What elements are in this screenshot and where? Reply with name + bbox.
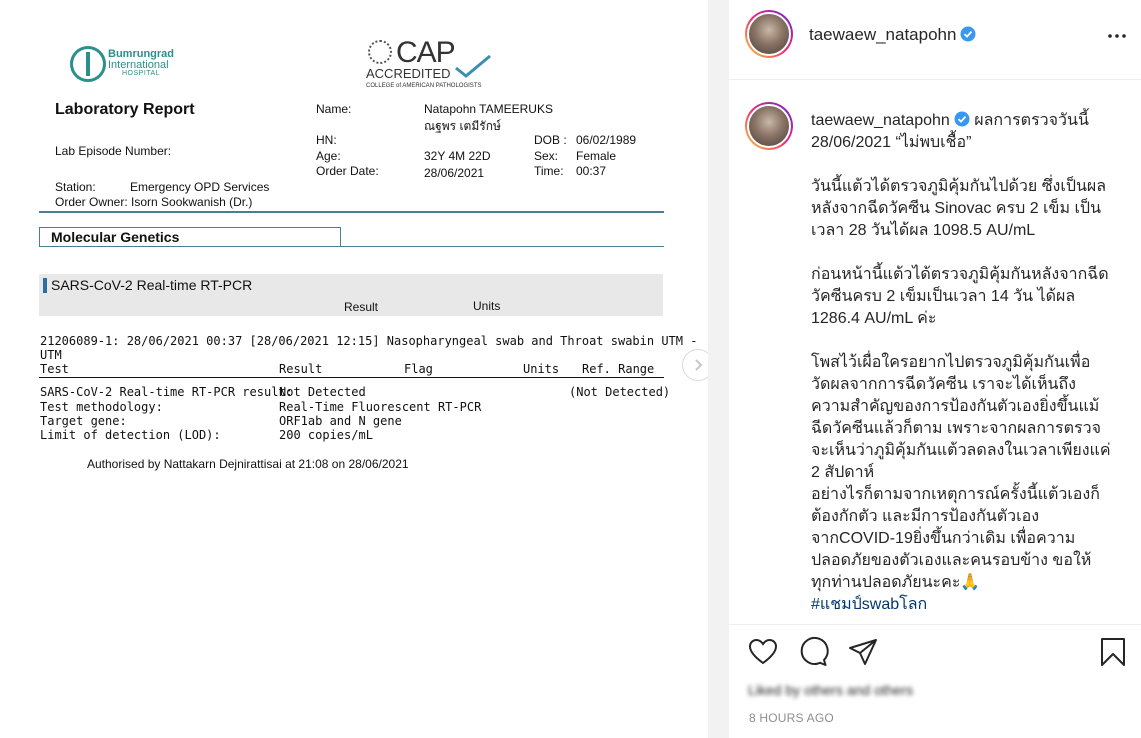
caption-username-row <box>811 112 970 129</box>
avatar-photo <box>747 12 791 56</box>
row-ref-range: (Not Detected) <box>569 385 671 399</box>
sex-label: Sex: <box>534 149 559 163</box>
col-ref-range: Ref. Range <box>582 362 655 376</box>
col-units: Units <box>523 362 560 376</box>
comment-icon[interactable] <box>797 636 829 668</box>
caption-paragraph-2: ก่อนหน้านี้แต้วได้ตรวจภูมิคุ้มกันหลังจากฉีดวัคซีนครบ 2 เข็มเป็นเวลา 14 วัน ได้ผล 1286.4 AU/mL ค่ะ <box>811 266 1109 327</box>
sex-value: Female <box>576 149 617 163</box>
post-panel <box>729 0 1141 738</box>
bookmark-icon[interactable] <box>1097 636 1129 668</box>
station-label: Station: <box>55 180 96 194</box>
name-thai-value: ณฐพร เตมีรักษ์ <box>424 119 501 133</box>
cap-logo-text: CAP <box>396 36 455 69</box>
section-rule <box>341 246 664 247</box>
specimen-line-1: 21206089-1: 28/06/2021 00:37 [28/06/2021 12:15] Nasopharyngeal swab and Throat swabin UTM - <box>40 334 698 348</box>
band-result-label: Result <box>344 300 379 314</box>
hospital-emblem-icon <box>70 46 106 82</box>
hospital-logo-line3: HOSPITAL <box>122 70 161 77</box>
caption-intro: ผลการตรวจวันนี้ 28/06/2021 “ไม่พบเชื้อ” <box>811 112 1094 151</box>
test-band-marker <box>43 278 47 293</box>
caption-paragraph-3: โพสไว้เผื่อใครอยากไปตรวจภูมิคุ้มกันเพื่อวัดผลจากการฉีดวัคซีน เราจะได้เห็นถึงความสำคัญของการป้องกันตัวเองยิ่งขึ้นแม้ฉีดวัคซีนแล้วก็ตาม เพราะจากผลการตรวจจะเห็นว่าภูมิคุ้มกันแต้วลดลงในเวลาเพียงแค่ 2 สัปดาห์ อย่างไรก็ตามจากเหตุการณ์ครั้งนี้แต้วเองก็ต้องกักตัว และมีการป้องกันตัวเองจากCOVID-19ยิ่งขึ้นกว่าเดิม เพื่อความปลอดภัยของตัวเองและคนรอบข้าง ขอให้ทุกท่านปลอดภัยนะคะ🙏 <box>811 354 1111 591</box>
row-result: Real-Time Fluorescent RT-PCR <box>279 400 482 414</box>
actions-divider <box>729 624 1141 625</box>
row-result: ORF1ab and N gene <box>279 414 402 428</box>
header-username-row <box>809 25 976 45</box>
col-test: Test <box>40 362 69 376</box>
verified-icon <box>954 111 970 127</box>
order-date-value: 28/06/2021 <box>424 166 485 180</box>
next-image-button[interactable] <box>682 349 708 381</box>
more-icon[interactable] <box>1105 24 1129 48</box>
caption <box>811 110 1111 616</box>
caption-paragraph-1: วันนี้แต้วได้ตรวจภูมิคุ้มกันไปด้วย ซึ่งเป็นผลหลังจากฉีดวัคซีน Sinovac ครบ 2 เข็ม เป็นเวลา 28 วันได้ผล 1098.5 AU/mL <box>811 178 1107 239</box>
row-test: Test methodology: <box>40 400 163 414</box>
section-title: Molecular Genetics <box>51 229 180 245</box>
row-test: Limit of detection (LOD): <box>40 428 221 442</box>
caption-username[interactable]: taewaew_natapohn <box>811 112 950 129</box>
col-flag: Flag <box>404 362 433 376</box>
specimen-line-2: UTM <box>40 348 62 362</box>
name-label: Name: <box>316 102 352 116</box>
authorised-line: Authorised by Nattakarn Dejnirattisai at 21:08 on 28/06/2021 <box>87 457 409 471</box>
heart-icon[interactable] <box>747 636 779 668</box>
band-units-label: Units <box>473 299 501 313</box>
share-icon[interactable] <box>847 636 879 668</box>
dob-value: 06/02/1989 <box>576 133 637 147</box>
report-title: Laboratory Report <box>55 101 195 118</box>
liked-by-text[interactable]: Liked by others and others <box>748 682 913 698</box>
hospital-logo-line2: International <box>108 59 169 71</box>
header-divider <box>729 79 1141 80</box>
order-owner: Order Owner: Isorn Sookwanish (Dr.) <box>55 195 253 209</box>
post-timestamp[interactable]: 8 HOURS AGO <box>749 711 834 725</box>
cap-globe-icon <box>368 40 392 64</box>
avatar-photo <box>747 104 791 148</box>
lab-episode-label: Lab Episode Number: <box>55 144 172 158</box>
time-label: Time: <box>534 164 564 178</box>
chevron-right-icon <box>690 357 706 373</box>
cap-accredited-text: ACCREDITED <box>366 66 451 81</box>
time-value: 00:37 <box>576 164 607 178</box>
row-result: 200 copies/mL <box>279 428 373 442</box>
row-test: SARS-CoV-2 Real-time RT-PCR result: <box>40 385 293 399</box>
test-name: SARS-CoV-2 Real-time RT-PCR <box>51 277 253 293</box>
caption-hashtag[interactable]: #แชมป์swabโลก <box>811 596 928 613</box>
cap-college-text: COLLEGE of AMERICAN PATHOLOGISTS <box>366 83 482 89</box>
verified-icon <box>960 26 976 42</box>
header-username[interactable]: taewaew_natapohn <box>809 25 957 44</box>
cap-accredited-logo <box>366 38 496 94</box>
hn-label: HN: <box>316 133 337 147</box>
header-rule <box>39 211 664 213</box>
station-value: Emergency OPD Services <box>130 180 270 194</box>
panel-divider <box>708 0 729 738</box>
hospital-logo <box>70 46 190 82</box>
checkmark-icon <box>452 54 492 78</box>
col-result: Result <box>279 362 323 376</box>
name-value: Natapohn TAMEERUKS <box>424 102 553 116</box>
row-result: Not Detected <box>279 385 366 399</box>
order-date-label: Order Date: <box>316 164 379 178</box>
avatar[interactable] <box>745 10 793 58</box>
row-test: Target gene: <box>40 414 127 428</box>
age-label: Age: <box>316 149 341 163</box>
hospital-logo-line1: Bumrungrad <box>108 48 174 60</box>
age-value: 32Y 4M 22D <box>424 149 491 163</box>
table-rule <box>39 377 664 378</box>
caption-avatar[interactable] <box>745 102 793 150</box>
dob-label: DOB : <box>534 133 567 147</box>
